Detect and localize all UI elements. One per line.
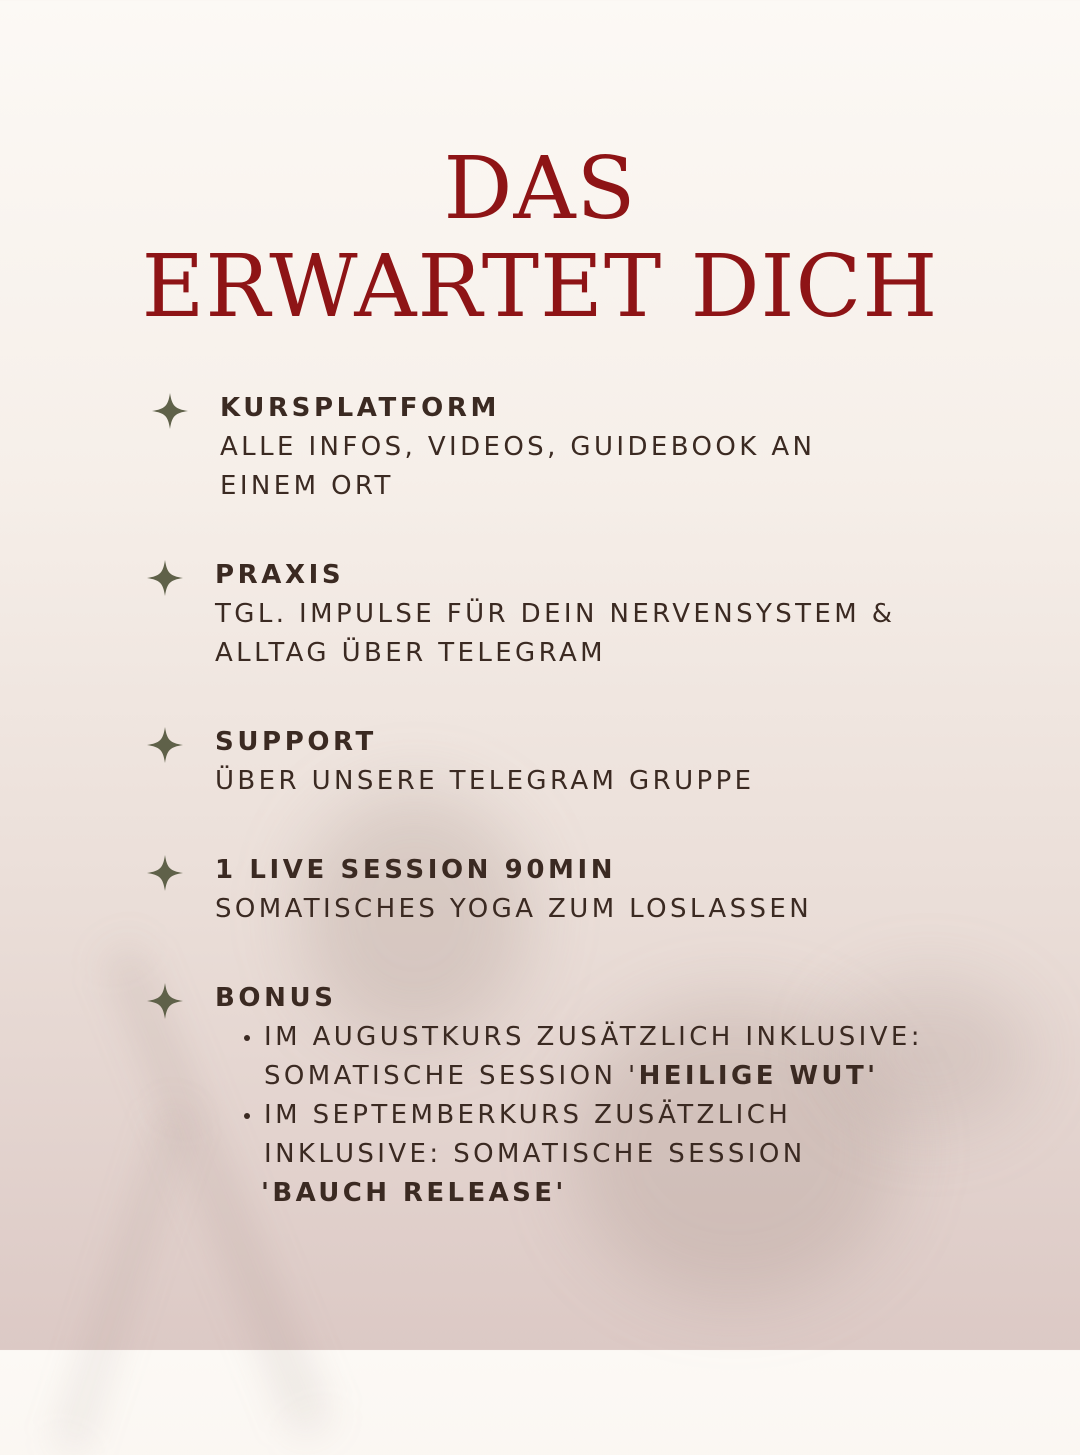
list-item-kursplatform [220, 389, 815, 506]
list-item-live-session [215, 851, 812, 929]
item-description [215, 762, 755, 801]
item-description-line: ALLTAG ÜBER TELEGRAM [215, 638, 607, 668]
item-description-line: SOMATISCHES YOGA ZUM LOSLASSEN [215, 894, 813, 924]
star-icon [152, 393, 188, 429]
background-blur-stem [55, 1105, 191, 1455]
bonus-line [264, 1057, 923, 1096]
title-line-2: ERWARTET DICH [141, 237, 939, 337]
bonus-session-name: HEILIGE WUT [638, 1061, 868, 1091]
item-description-line: ÜBER UNSERE TELEGRAM GRUPPE [215, 766, 755, 796]
bonus-line: IM SEPTEMBERKURS ZUSÄTZLICH [264, 1100, 792, 1130]
item-heading: BONUS [215, 983, 337, 1013]
item-description [220, 428, 815, 506]
item-heading: PRAXIS [215, 560, 345, 590]
bonus-line: IM AUGUSTKURS ZUSÄTZLICH INKLUSIVE: [264, 1022, 923, 1052]
star-icon [147, 983, 183, 1019]
list-item-praxis [215, 556, 895, 673]
star-icon [147, 855, 183, 891]
star-icon [147, 560, 183, 596]
title-line-1: DAS [443, 139, 637, 239]
bonus-session-name: 'BAUCH RELEASE' [261, 1178, 567, 1208]
item-heading: KURSPLATFORM [220, 393, 500, 423]
item-heading: SUPPORT [215, 727, 377, 757]
bonus-text: ' [867, 1061, 879, 1091]
item-description [215, 595, 895, 673]
item-description-line: TGL. IMPULSE FÜR DEIN NERVENSYSTEM & [215, 599, 896, 629]
bonus-bullet [240, 1018, 923, 1096]
bonus-list [240, 1018, 923, 1213]
list-item-bonus [215, 979, 337, 1018]
bonus-bullet [240, 1096, 923, 1213]
page-title [0, 140, 1080, 336]
bonus-text: SOMATISCHE SESSION ' [264, 1061, 639, 1091]
item-description [215, 890, 812, 929]
item-description-line: EINEM ORT [220, 471, 394, 501]
item-description-line: ALLE INFOS, VIDEOS, GUIDEBOOK AN [220, 432, 816, 462]
star-icon [147, 727, 183, 763]
list-item-support [215, 723, 755, 801]
item-heading: 1 LIVE SESSION 90MIN [215, 855, 617, 885]
bonus-line: INKLUSIVE: SOMATISCHE SESSION [264, 1139, 806, 1169]
